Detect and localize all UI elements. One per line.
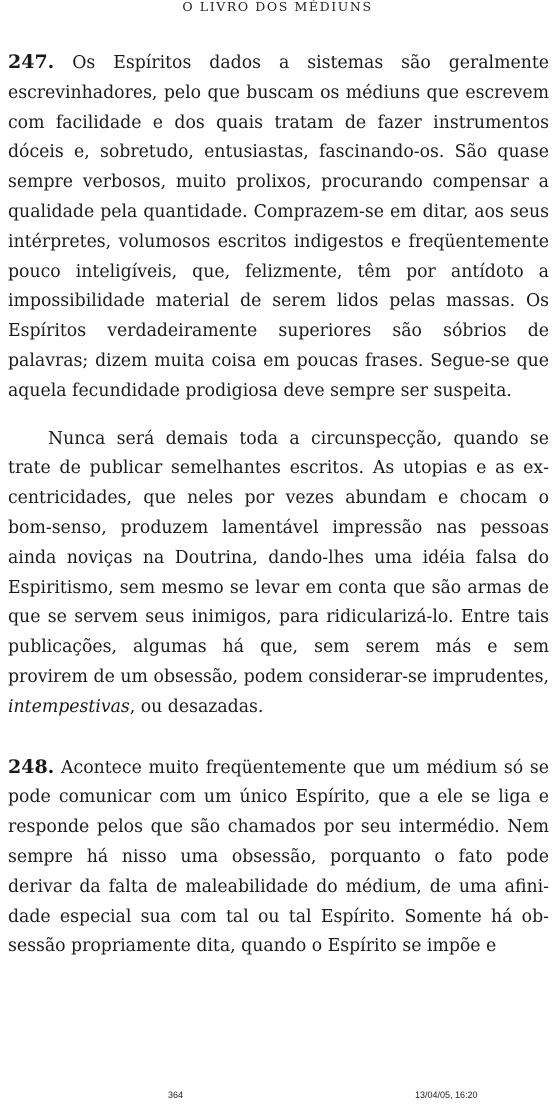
paragraph-circumspection <box>8 425 549 723</box>
running-title: O LIVRO DOS MÉDIUNS <box>182 0 373 14</box>
page-body <box>8 48 549 962</box>
paragraph-text: Acontece muito freqüentemente que um médium só se pode comunicar com um único Espírito, que a ele se liga e responde pelos que são chamados por seu intermédio. Nem sempre há nisso uma obsessão, porquanto o fato pode derivar da falta de maleabilidade do médium, de uma afinidade especial sua com tal ou tal Espírito. Somente há obsessão propriamente dita, quando o Espírito se impõe e <box>8 757 549 957</box>
paragraph-number: 248. <box>8 755 55 778</box>
paragraph-text: Nunca será demais toda a circunspecção, quando se trate de publicar semelhantes escritos. As utopias e as excentricidades, que neles por vezes abundam e chocam o bom-senso, produzem lamentável impressão nas pessoas ainda noviças na Doutrina, dando-lhes uma idéia falsa do Espiritismo, sem mesmo se levar em conta que são armas de que se servem seus inimigos, para ridicularizá-lo. Entre tais publicações, algumas há que, sem serem más e sem provirem de um obsessão, podem considerar-se imprudentes, <box>8 428 549 687</box>
emphasized-word: intempestivas <box>8 696 130 717</box>
print-timestamp: 13/04/05, 16:20 <box>415 1090 478 1100</box>
paragraph-248 <box>8 753 549 963</box>
print-footer <box>0 1090 555 1104</box>
page-number: 364 <box>168 1090 184 1100</box>
paragraph-text: Os Espíritos dados a sistemas são geralmente escrevinhadores, pelo que buscam os médiuns que escrevem com facilidade e dos quais tratam de fazer instrumentos dóceis e, sobretudo, entusiastas, fascinando-os. São quase sempre verbosos, muito prolixos, procurando compensar a qualidade pela quantidade. Comprazem-se em ditar, aos seus intérpretes, volumosos escritos indigestos e freqüentemente pouco inteligíveis, que, felizmente, têm por antídoto a impossibilidade material de serem lidos pelas massas. Os Espíritos verdadeiramente superiores são sóbrios de palavras; dizem muita coisa em poucas frases. Segue-se que aquela fecundidade prodigiosa deve sempre ser suspeita. <box>8 53 549 401</box>
paragraph-number: 247. <box>8 51 55 73</box>
paragraph-247 <box>8 48 549 407</box>
paragraph-text-end: , ou desazadas. <box>129 696 264 717</box>
